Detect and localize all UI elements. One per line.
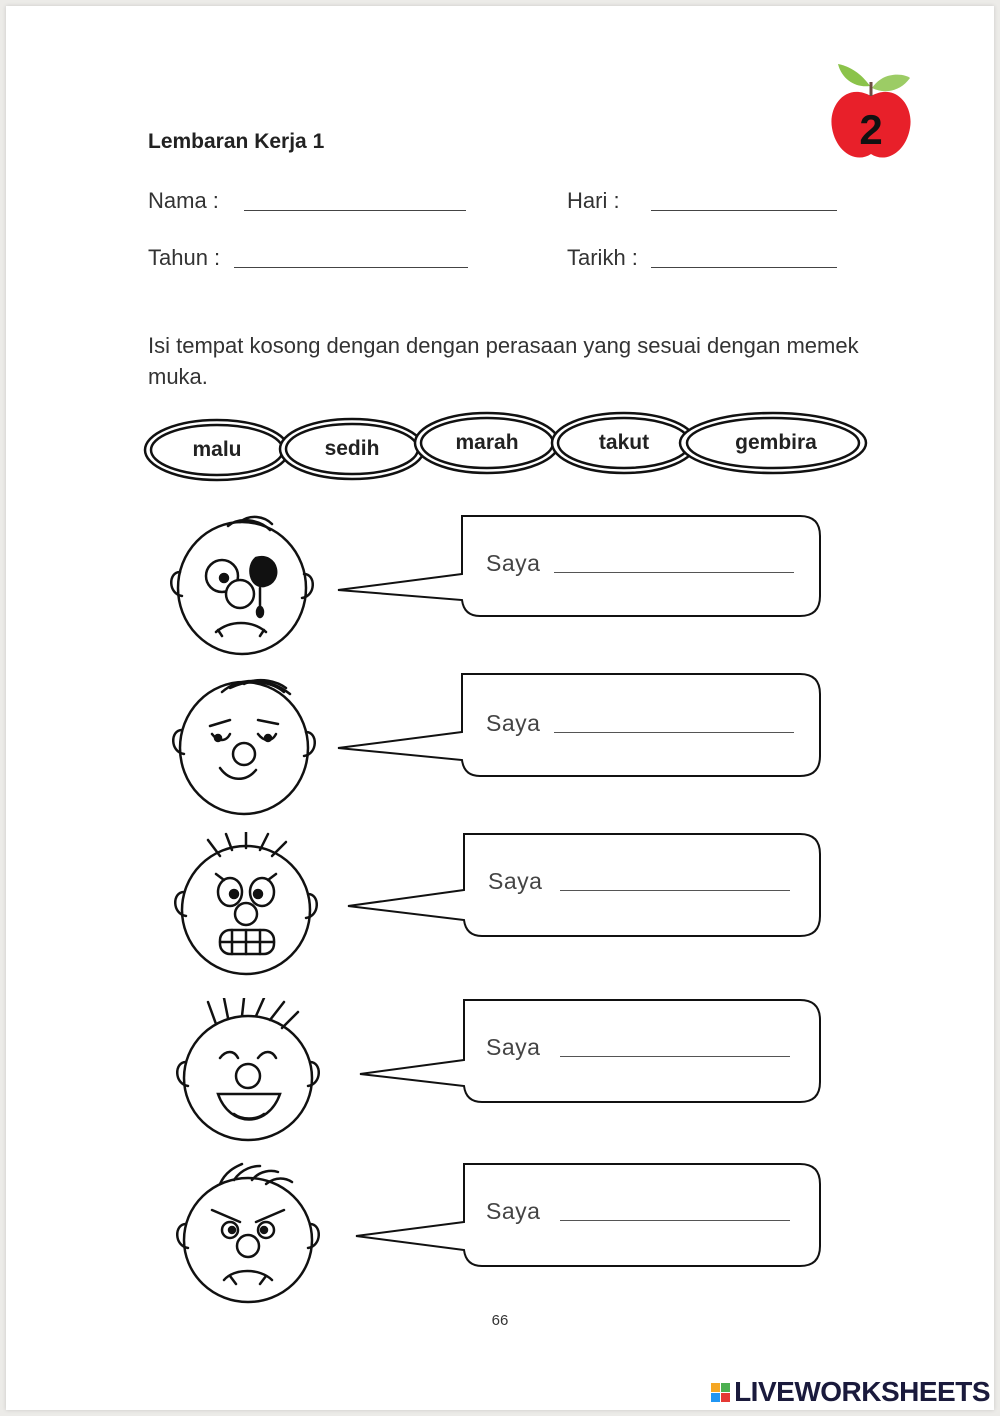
speech-bubble-4	[330, 998, 830, 1108]
speech-bubble-2	[330, 672, 830, 782]
page-number: 66	[491, 1312, 509, 1329]
shy-face-icon	[160, 672, 330, 822]
answer-row-3	[160, 832, 840, 982]
answer-row-2	[160, 672, 840, 822]
liveworksheets-logo-icon	[711, 1383, 730, 1402]
worksheet-title: Lembaran Kerja 1	[148, 130, 325, 153]
answer-input-2[interactable]	[554, 732, 794, 733]
speech-bubble-5	[330, 1160, 830, 1270]
speech-bubble-1	[330, 512, 830, 622]
answer-input-3[interactable]	[560, 890, 790, 891]
tahun-label: Tahun :	[148, 245, 221, 270]
nama-field[interactable]	[244, 210, 466, 211]
word-bank-item-gembira[interactable]: gembira	[735, 431, 817, 454]
tahun-field[interactable]	[234, 267, 468, 268]
answer-row-1	[160, 512, 840, 662]
happy-face-icon	[160, 998, 330, 1148]
answer-input-5[interactable]	[560, 1220, 790, 1221]
word-bank-item-takut[interactable]: takut	[598, 431, 650, 454]
hari-label: Hari :	[567, 188, 620, 213]
word-bank-item-marah[interactable]: marah	[455, 431, 519, 454]
liveworksheets-brand[interactable]	[711, 1376, 990, 1408]
answer-input-1[interactable]	[554, 572, 794, 573]
word-bank-item-sedih[interactable]: sedih	[324, 437, 380, 460]
answer-row-5	[160, 1160, 840, 1310]
answer-input-4[interactable]	[560, 1056, 790, 1057]
saya-label-2: Saya	[486, 710, 541, 736]
scared-face-icon	[160, 832, 330, 982]
word-bank-item-malu[interactable]: malu	[192, 438, 242, 461]
angry-face-icon	[160, 1160, 330, 1310]
apple-badge-icon	[826, 56, 916, 166]
saya-label-4: Saya	[486, 1034, 541, 1060]
hari-field[interactable]	[651, 210, 837, 211]
tarikh-field[interactable]	[651, 267, 837, 268]
crying-face-icon	[160, 512, 330, 662]
badge-number: 2	[859, 106, 883, 153]
saya-label-3: Saya	[488, 868, 543, 894]
nama-label: Nama :	[148, 188, 219, 213]
answer-row-4	[160, 998, 840, 1148]
saya-label-1: Saya	[486, 550, 541, 576]
tarikh-label: Tarikh :	[567, 245, 638, 270]
saya-label-5: Saya	[486, 1198, 541, 1224]
brand-name: LIVEWORKSHEETS	[734, 1376, 990, 1407]
instruction-text: Isi tempat kosong dengan dengan perasaan yang sesuai dengan memek muka.	[148, 333, 859, 389]
speech-bubble-3	[330, 832, 830, 942]
